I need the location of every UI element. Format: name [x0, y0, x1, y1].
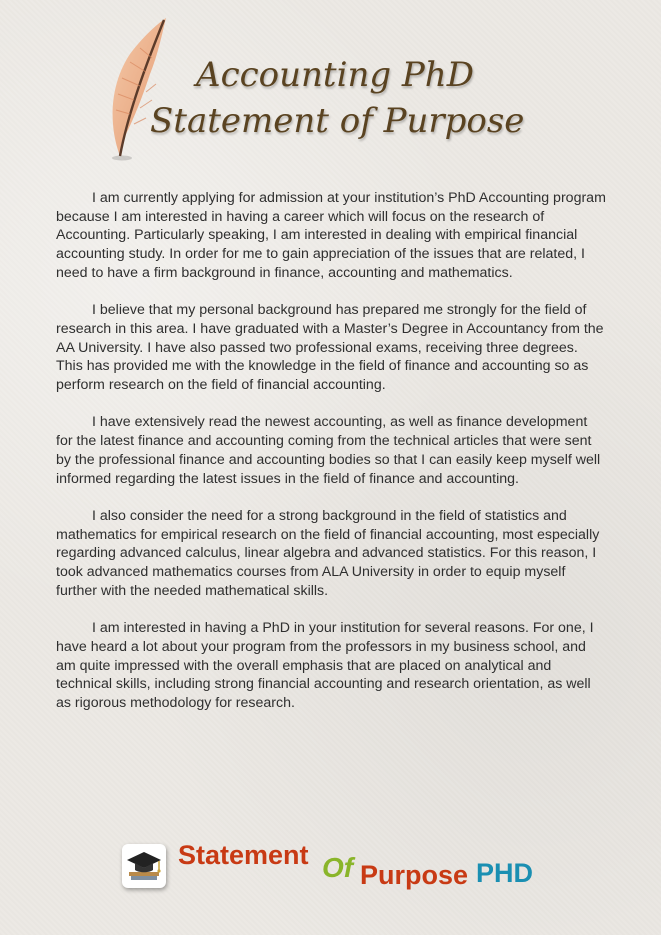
logo-word-phd: PHD — [476, 858, 534, 888]
title-line-2: Statement of Purpose — [150, 101, 525, 141]
paragraph-3: I have extensively read the newest accounting, as well as finance development for the latest finance and accounting coming from the technical articles that were sent by the professional finance and accounting bodies so that I can easily keep myself well informed regarding the latest issues in the field of finance and accounting. — [56, 414, 601, 487]
paragraph-5: I am interested in having a PhD in your institution for several reasons. For one, I have heard a lot about your program from the professors in my business school, and am quite impressed with the overall emphasis that are placed on analytical and technical skills, including strong financial accounting and research orientation, as well as rigorous methodology for research. — [56, 620, 594, 711]
statement-body — [56, 189, 606, 731]
page-title — [150, 52, 525, 144]
paragraph-4: I also consider the need for a strong background in the field of statistics and mathematics for empirical research on the field of financial accounting, most especially regarding advanced calculus, linear algebra and advanced statistics. For this reason, I took advanced mathematics courses from ALA University in order to equip myself further with the needed mathematical skills. — [56, 507, 600, 599]
paragraph-2: I believe that my personal background has prepared me strongly for the field of research in this area. I have graduated with a Master’s Degree in Accountancy from the AA University. I have also passed two professional exams, receiving three degrees. This has provided me with the knowledge in the field of finance and accounting so as perform research on the field of financial accounting. — [56, 302, 604, 394]
paragraph-1: I am currently applying for admission at your institution’s PhD Accounting program because I am interested in having a career which will focus on the research of Accounting. Particularly speaking, I am interested in dealing with empirical financial accounting study. In order for me to gain appreciation of the issues that are related, I need to have a firm background in finance, accounting and mathematics. — [56, 190, 606, 281]
title-line-1: Accounting PhD — [196, 55, 474, 95]
logo-word-statement: Statement — [178, 840, 309, 870]
footer-logo — [122, 838, 552, 898]
graduation-cap-icon — [122, 844, 166, 888]
logo-word-purpose: Purpose — [360, 860, 469, 890]
logo-word-of: Of — [322, 852, 354, 883]
